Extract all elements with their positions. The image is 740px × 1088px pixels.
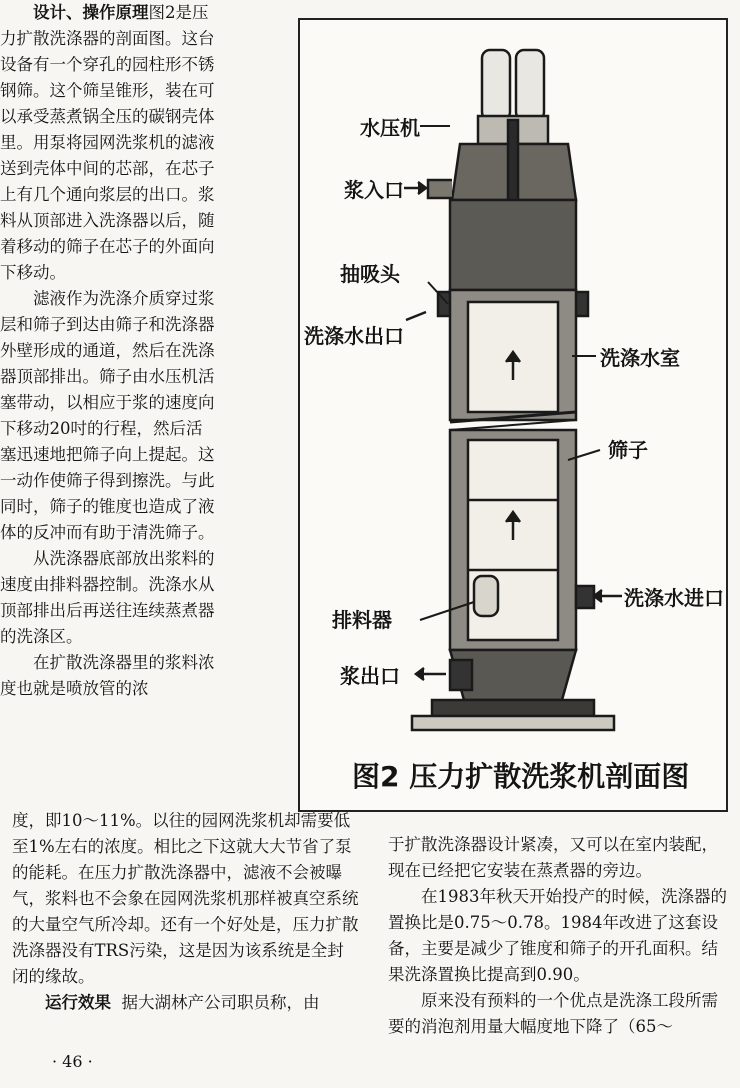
- label-pulp-inlet: 浆入口: [344, 178, 404, 202]
- paragraph-results-start: [12, 990, 360, 1016]
- paragraph-displacement-ratio: 在1983年秋天开始投产的时候，洗涤器的置换比是0.75～0.78。1984年改进了这套设备，主要是减少了锥度和筛子的开孔面积。结果洗涤置换比提高到0.90。: [388, 887, 727, 984]
- paragraph-design-principle: [0, 0, 218, 286]
- figure-caption: 图2 压力扩散洗浆机剖面图: [352, 760, 690, 793]
- left-text-column: [0, 0, 218, 702]
- paragraph-installation: 于扩散洗涤器设计紧凑，又可以在室内装配，现在已经把它安装在蒸煮器的旁边。: [388, 835, 718, 880]
- figure-2: [298, 18, 728, 812]
- label-pulp-outlet: 浆出口: [340, 664, 400, 688]
- label-wash-water-inlet: 洗涤水进口: [624, 586, 724, 610]
- paragraph-filtrate: 滤液作为洗涤介质穿过浆层和筛子到达由筛子和洗涤器外壁形成的通道，然后在洗涤器顶部排出。筛子由水压机活塞带动，以相应于浆的速度向下移动20吋的行程，然后活塞迅速地把筛子向上提起。这一动作使筛子得到擦洗。与此同时，筛子的锥度也造成了液体的反冲而有助于清洗筛子。: [0, 289, 215, 542]
- paragraph-defoamer: 原来没有预料的一个优点是洗涤工段所需要的消泡剂用量大幅度地下降了（65～: [388, 991, 718, 1036]
- paragraph-text: 据大湖林产公司职员称，由: [121, 993, 320, 1012]
- page-number: · 46 ·: [52, 1052, 93, 1071]
- label-screen: 筛子: [608, 438, 648, 462]
- paragraph-text: 图2是压力扩散洗涤器的剖面图。这台设备有一个穿孔的园柱形不锈钢筛。这个筛呈锥形，装在可以承受蒸煮锅全压的碳钢壳体里。用泵将园网洗浆机的滤液送到壳体中间的芯部，在芯子上有几个通向浆层的出口。浆料从顶部进入洗涤器以后，随着移动的筛子在芯子的外面向下移动。: [0, 3, 215, 282]
- label-hydraulic: 水压机: [360, 116, 420, 140]
- label-wash-water-chamber: 洗涤水室: [600, 346, 680, 370]
- section-heading-design: 设计、操作原理: [33, 3, 149, 22]
- label-discharger: 排料器: [332, 608, 392, 632]
- label-suction-head: 抽吸头: [340, 262, 400, 286]
- label-wash-water-outlet: 洗涤水出口: [304, 324, 404, 348]
- right-bottom-text: [388, 832, 732, 1040]
- paragraph-consistency-start: 在扩散洗涤器里的浆料浓度也就是喷放管的浓: [0, 653, 215, 698]
- paragraph-consistency-cont: 度，即10～11%。以往的园网洗浆机却需要低至1%左右的浓度。相比之下这就大大节省了泵的能耗。在压力扩散洗涤器中，滤液不会被曝气，浆料也不会象在园网洗浆机那样被真空系统的大量空气所冷却。还有一个好处是，压力扩散洗涤器没有TRS污染，这是因为该系统是全封闭的缘故。: [12, 811, 359, 986]
- left-bottom-text: [12, 808, 360, 1016]
- paragraph-discharge: 从洗涤器底部放出浆料的速度由排料器控制。洗涤水从顶部排出后再送往连续蒸煮器的洗涤区。: [0, 549, 215, 646]
- section-heading-results: 运行效果: [45, 993, 111, 1012]
